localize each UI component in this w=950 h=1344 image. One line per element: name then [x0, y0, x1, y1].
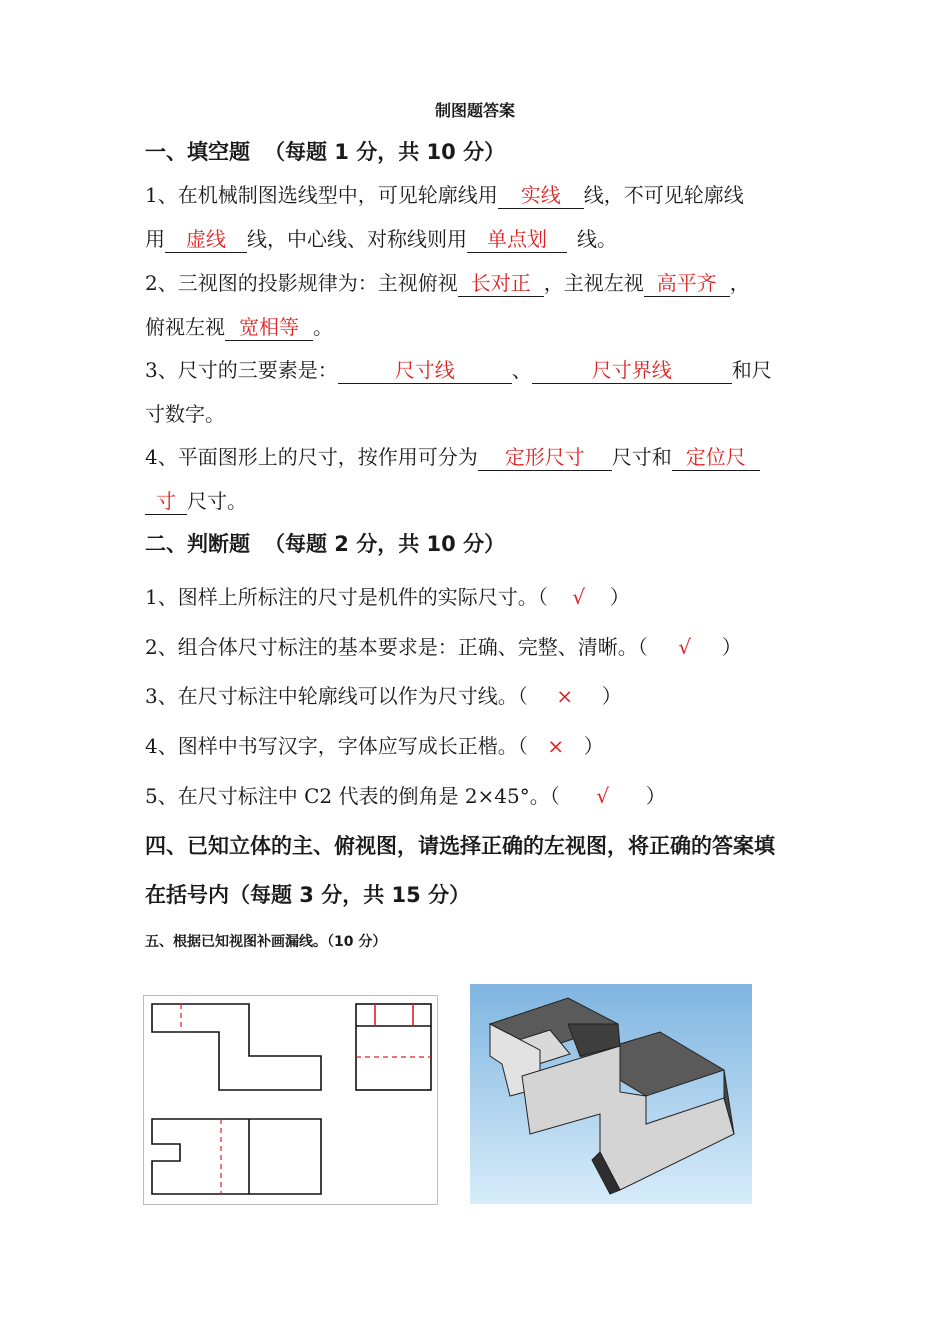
- q1-answer-3: 单点划: [467, 223, 567, 253]
- judge-5-mark: √: [596, 784, 610, 808]
- drawing-frame: [144, 996, 438, 1205]
- q4-answer-2: 定位尺: [672, 441, 760, 471]
- q2-text-e: 。: [313, 315, 333, 339]
- q4-line-2: [145, 485, 247, 515]
- judge-item-1: [145, 581, 630, 610]
- q3-line-2: 寸数字。: [145, 402, 225, 426]
- judge-3-text: 3、在尺寸标注中轮廓线可以作为尺寸线。（: [145, 684, 528, 708]
- q2-line-1: [145, 267, 750, 297]
- judge-2-close: ）: [721, 635, 742, 659]
- q1-answer-2: 虚线: [165, 223, 247, 253]
- judge-item-3: [145, 680, 622, 709]
- section-5-heading: 五、根据已知视图补画漏线。（10 分）: [145, 934, 387, 950]
- q2-answer-2: 高平齐: [644, 267, 730, 297]
- section-1-heading: [145, 136, 505, 166]
- q1-text-a: 1、在机械制图选线型中，可见轮廓线用: [145, 183, 498, 207]
- section-4-line-1: 四、已知立体的主、俯视图，请选择正确的左视图，将正确的答案填: [145, 834, 775, 858]
- judge-5-close: ）: [645, 784, 666, 808]
- q2-line-2: [145, 311, 333, 341]
- q2-text-a: 2、三视图的投影规律为：主视俯视: [145, 271, 458, 295]
- section-4-line-2: 在括号内（每题 3 分，共 15 分）: [145, 883, 471, 907]
- orthographic-views-drawing: [143, 995, 438, 1205]
- q3-line-1: [145, 354, 772, 384]
- section-1-title: 一、填空题: [145, 140, 250, 164]
- q4-text-a: 4、平面图形上的尺寸，按作用可分为: [145, 445, 478, 469]
- judge-1-text: 1、图样上所标注的尺寸是机件的实际尺寸。（: [145, 585, 548, 609]
- judge-item-4: [145, 730, 604, 759]
- section-1-points: （每题 1 分，共 10 分）: [264, 140, 506, 164]
- q3-answer-2: 尺寸界线: [532, 354, 732, 384]
- q1-text-b: 线，不可见轮廓线: [583, 183, 744, 207]
- q1-text-c: 用: [145, 227, 165, 251]
- q2-text-c: ，: [729, 271, 750, 295]
- judge-5-text: 5、在尺寸标注中 C2 代表的倒角是 2×45°。（: [145, 784, 560, 808]
- judge-2-text: 2、组合体尺寸标注的基本要求是：正确、完整、清晰。（: [145, 635, 648, 659]
- q3-answer-1: 尺寸线: [338, 354, 512, 384]
- q2-text-d: 俯视左视: [145, 315, 225, 339]
- section-2-points: （每题 2 分，共 10 分）: [264, 532, 506, 556]
- judge-item-2: [145, 631, 742, 660]
- judge-4-close: ）: [583, 734, 604, 758]
- q2-answer-3: 宽相等: [225, 311, 313, 341]
- q3-text-a: 3、尺寸的三要素是：: [145, 358, 338, 382]
- q4-line-1: [145, 441, 760, 471]
- q4-answer-3: 寸: [145, 485, 187, 515]
- judge-4-text: 4、图样中书写汉字，字体应写成长正楷。（: [145, 734, 528, 758]
- q3-text-b: 、: [511, 358, 532, 382]
- q2-text-b: ，主视左视: [543, 271, 644, 295]
- page-title: 制图题答案: [434, 101, 515, 120]
- judge-1-close: ）: [609, 585, 630, 609]
- judge-1-mark: √: [572, 585, 586, 609]
- q1-text-d: 线，中心线、对称线则用: [247, 227, 467, 251]
- q4-answer-1: 定形尺寸: [478, 441, 612, 471]
- q1-text-e: 线。: [577, 227, 617, 251]
- judge-item-5: [145, 780, 666, 809]
- judge-3-close: ）: [601, 684, 622, 708]
- q3-text-c: 和尺: [731, 358, 772, 382]
- q1-line-2: [145, 223, 617, 253]
- section-2-heading: [145, 528, 505, 558]
- q2-answer-1: 长对正: [458, 267, 544, 297]
- q1-answer-1: 实线: [498, 179, 584, 209]
- q4-text-c: 尺寸。: [187, 489, 247, 513]
- judge-2-mark: √: [678, 635, 692, 659]
- judge-4-mark: ×: [547, 734, 565, 758]
- judge-3-mark: ×: [556, 684, 574, 708]
- q4-text-b: 尺寸和: [611, 445, 672, 469]
- q1-line-1: [145, 179, 744, 209]
- section-2-title: 二、判断题: [145, 532, 250, 556]
- 3d-model-render: [470, 984, 752, 1204]
